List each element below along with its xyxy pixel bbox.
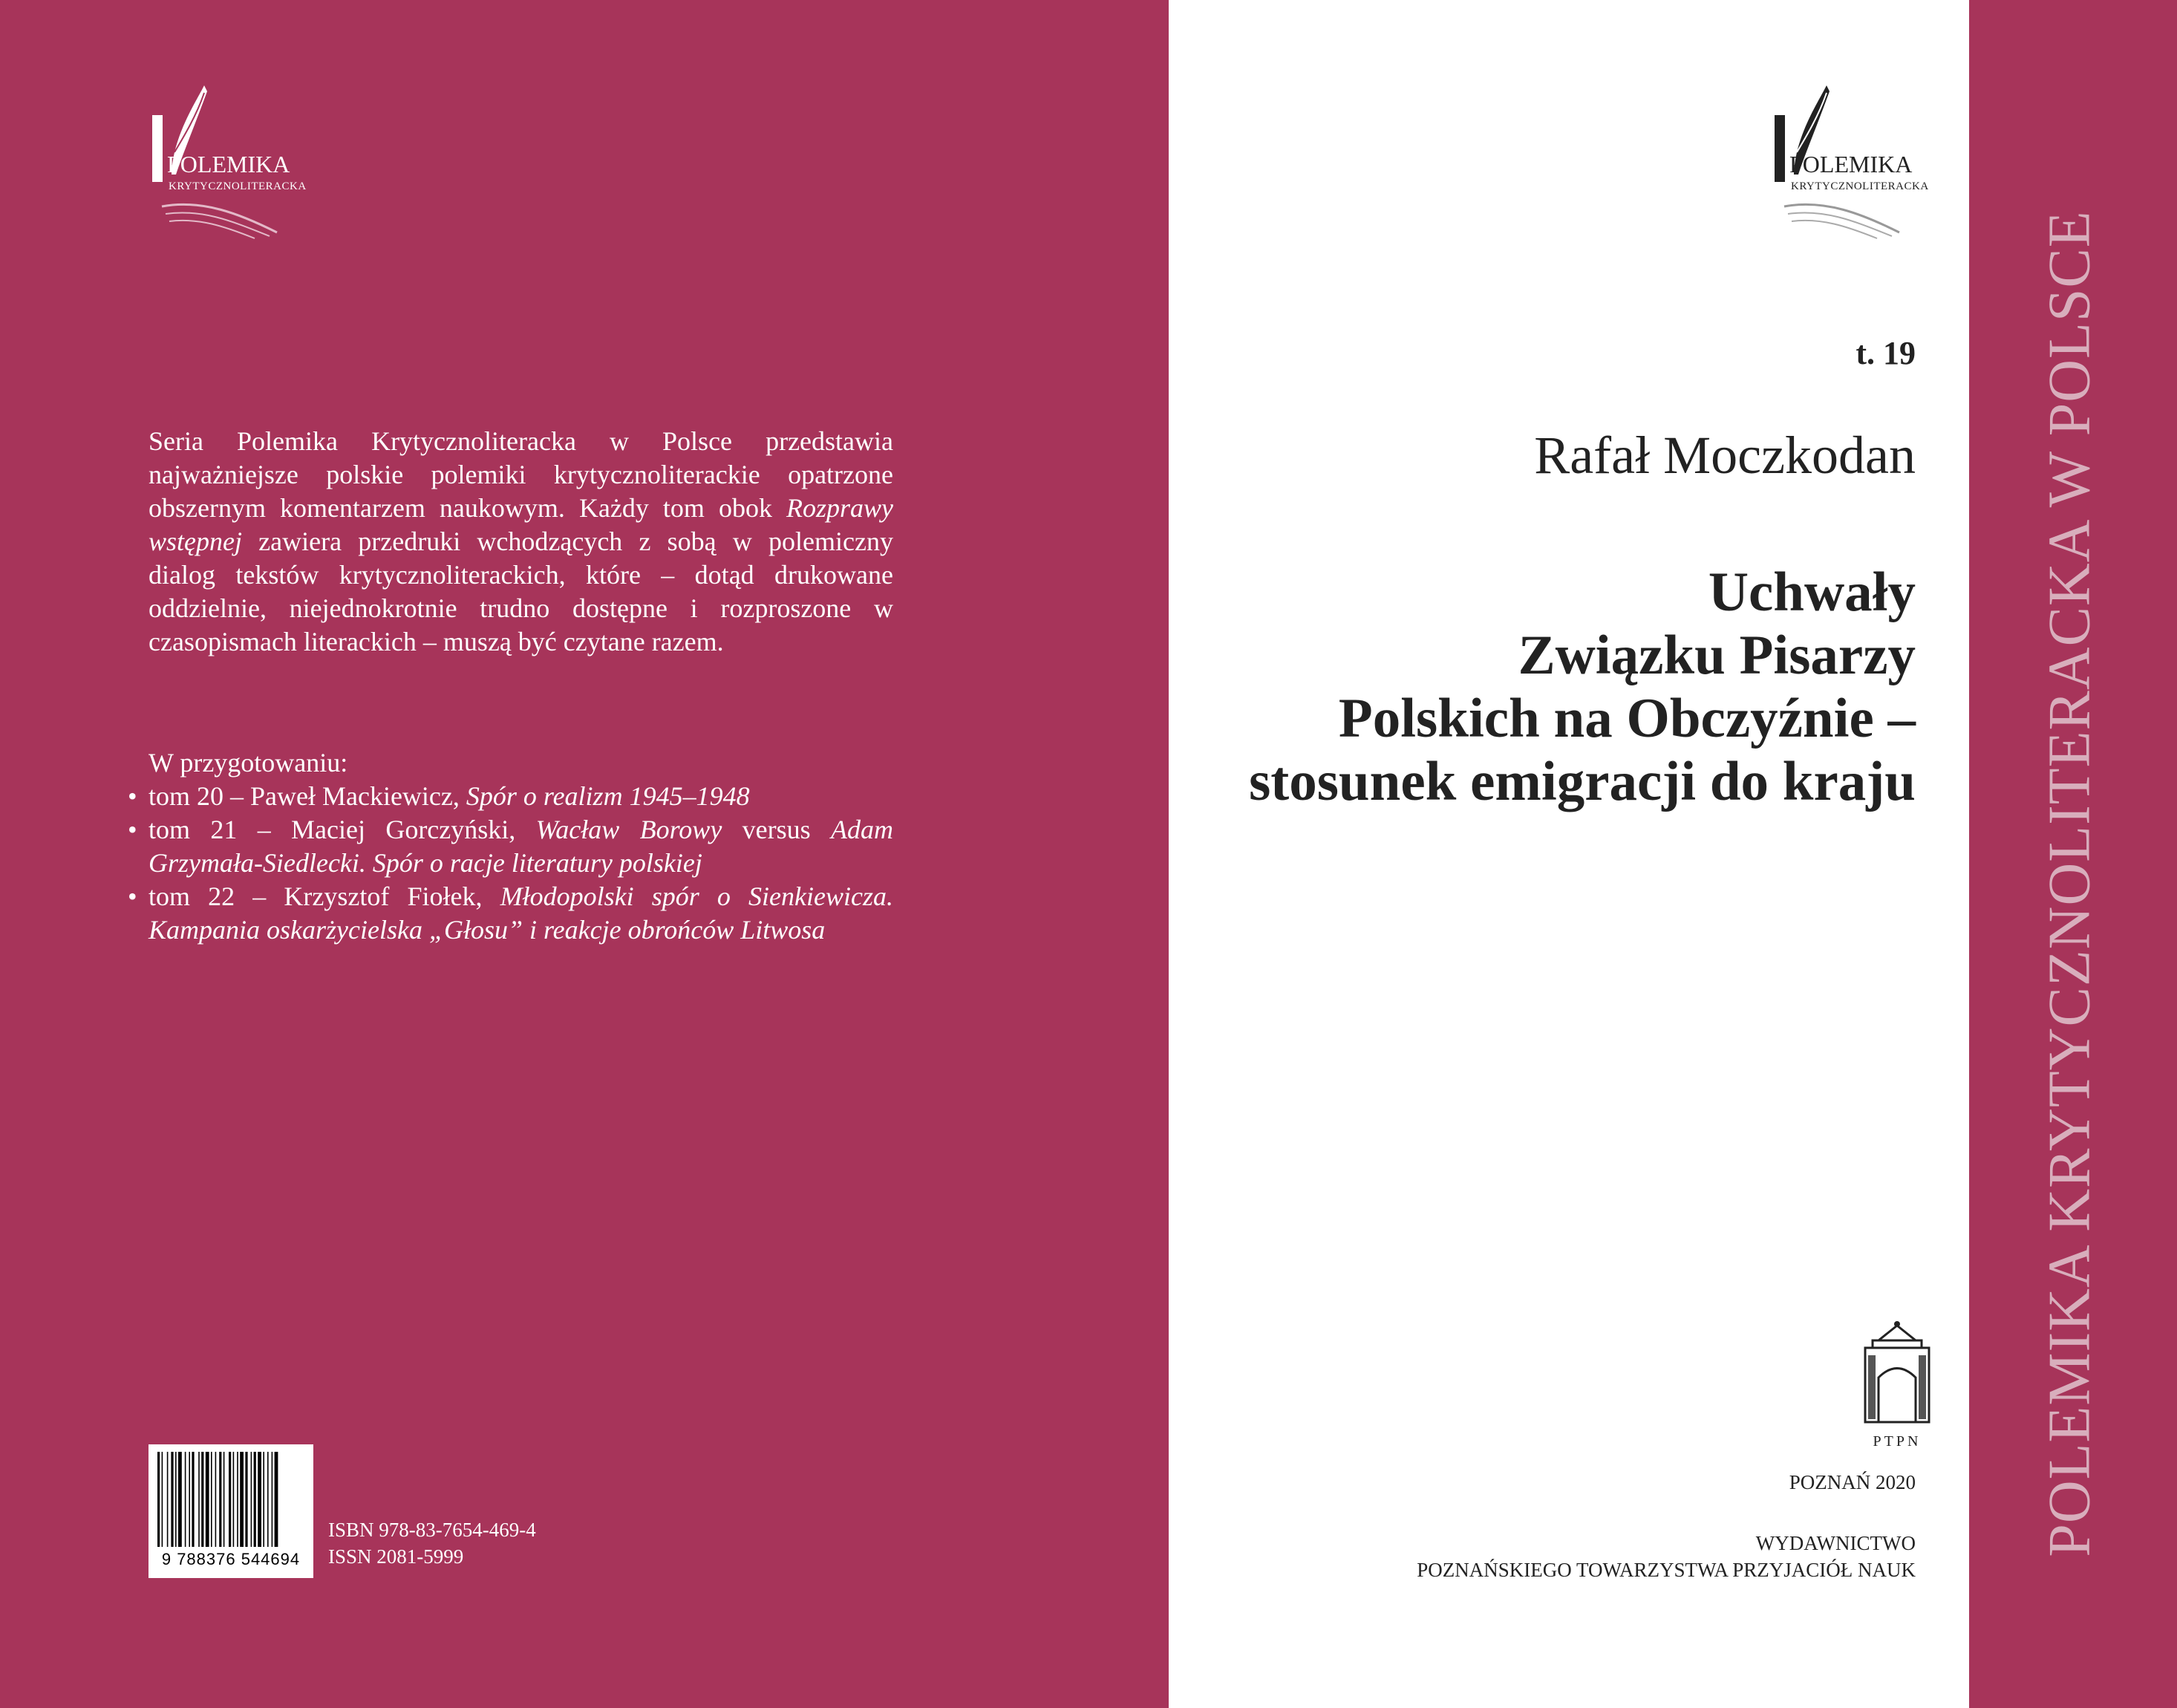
- preparation-heading: W przygotowaniu:: [148, 748, 348, 778]
- ptpn-label: PTPN: [1873, 1433, 1922, 1450]
- logo-name: POLEMIKA: [167, 151, 290, 177]
- item-text: tom 21 – Maciej Gorczyński,: [148, 815, 536, 844]
- front-cover: [1169, 0, 1969, 1708]
- book-title: [1173, 561, 1916, 813]
- title-line: Związku Pisarzy: [1518, 625, 1916, 686]
- swash-icon: [158, 195, 284, 240]
- spine-series-title: POLEMIKA KRYTYCZNOLITERACKA W POLSCE: [2037, 210, 2103, 1557]
- item-italic: Spór o realizm 1945–1948: [466, 781, 750, 811]
- bullet: •: [128, 815, 137, 844]
- swash-icon: [1781, 195, 1907, 240]
- volume-number: t. 19: [1855, 335, 1916, 371]
- imprint: [1417, 1469, 1916, 1583]
- series-logo-front: [1775, 85, 1945, 241]
- series-logo-back: [152, 85, 323, 241]
- item-text: versus: [722, 815, 831, 844]
- logo-subtitle: KRYTYCZNOLITERACKA: [1791, 180, 1929, 192]
- list-item: [128, 813, 893, 880]
- list-item: [128, 880, 893, 947]
- publisher-line-1: WYDAWNICTWO: [1755, 1532, 1916, 1554]
- issn: ISSN 2081-5999: [328, 1545, 464, 1568]
- identifiers: [328, 1516, 536, 1570]
- isbn: ISBN 978-83-7654-469-4: [328, 1519, 536, 1541]
- barcode-digits: 9 788376 544694: [161, 1550, 301, 1568]
- series-description: [148, 425, 893, 659]
- item-italic: Wacław Borowy: [535, 815, 722, 844]
- title-line: stosunek emigracji do kraju: [1249, 751, 1916, 812]
- logo-name: POLEMIKA: [1789, 151, 1913, 177]
- barcode-bars: [156, 1452, 306, 1548]
- publisher-line-2: POZNAŃSKIEGO TOWARZYSTWA PRZYJACIÓŁ NAUK: [1417, 1559, 1916, 1581]
- list-item: [128, 780, 893, 813]
- barcode: [148, 1444, 313, 1578]
- blurb-italic: Rozprawy wstępnej: [148, 493, 893, 556]
- item-italic: Adam Grzymała-Siedlecki. Spór o racje literatury polskiej: [148, 815, 893, 878]
- item-italic: Młodopolski spór o Sienkiewicza. Kampania oskarżycielska „Głosu” i reakcje obrońców Litwosa: [148, 881, 893, 945]
- title-line: Polskich na Obczyźnie –: [1338, 688, 1916, 749]
- title-line: Uchwały: [1708, 561, 1916, 623]
- item-text: tom 22 – Krzysztof Fiołek,: [148, 881, 500, 911]
- bullet: •: [128, 781, 137, 811]
- place-year: POZNAŃ 2020: [1789, 1471, 1916, 1493]
- blurb-text-2: zawiera przedruki wchodzących z sobą w polemiczny dialog tekstów krytycznoliterackich, które – dotąd drukowane oddzielnie, niejednokrotnie trudno dostępne i rozproszone w czasopismach literackich – muszą być czytane razem.: [148, 527, 893, 656]
- bullet: •: [128, 881, 137, 911]
- upcoming-list: [128, 780, 893, 947]
- in-preparation: [128, 746, 893, 947]
- item-text: tom 20 – Paweł Mackiewicz,: [148, 781, 466, 811]
- logo-subtitle: KRYTYCZNOLITERACKA: [169, 180, 307, 192]
- ptpn-gate-icon: [1856, 1318, 1938, 1452]
- blurb-text-1: Seria Polemika Krytycznoliteracka w Polsce przedstawia najważniejsze polskie polemiki krytycznoliterackie opatrzone obszernym komentarzem naukowym. Każdy tom obok: [148, 426, 893, 523]
- author: Rafał Moczkodan: [1534, 426, 1916, 485]
